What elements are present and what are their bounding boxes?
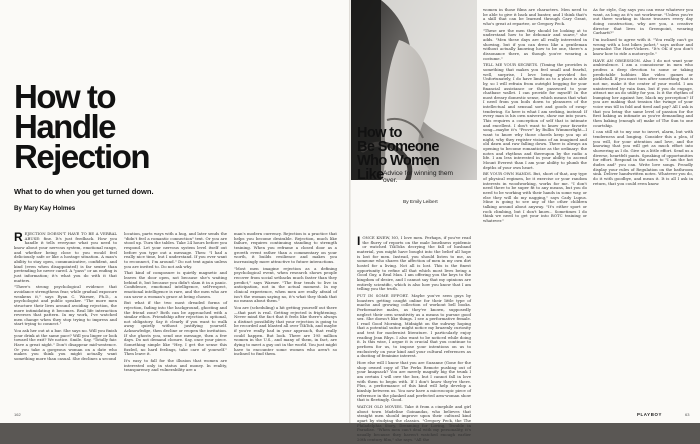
title-line: Be Someone <box>357 139 439 155</box>
paragraph: It's easy to fall for the illusion that women are interested only in status and money. In reality, transparency and vulnerability are a <box>124 358 227 373</box>
title-line: Who Women <box>357 153 440 169</box>
article-byline: By Mary Kay Holmes <box>14 205 76 212</box>
paragraph: "These are the men they should be looking at to understand how to be debonair and suave," she adds. "Men these days are all really interested in showing, but if you can dress like a gentleman without actually knowing how to be one, there's a dissonance there, as though you're wearing a costume." <box>483 27 587 61</box>
drop-cap: I <box>357 234 361 248</box>
page-number: 162 <box>14 412 21 417</box>
article-byline: By Emily Leibert <box>403 200 438 205</box>
paragraph: women in those films are characters. Men need to be able to give it back and banter, and I think that's a skill that can be learned through Cary Grant, who's great at repartee, or Gregory Peck. <box>483 7 587 26</box>
paragraph: man's modern currency. Rejection is a practice that helps you become desirable. Rejection, much like failure, requires continuing standing to strength training. When you reframe a closed door as a growth event rather than a commentary on your worth, it builds resilience and makes you increasingly more attractive to future interactions. <box>234 231 337 264</box>
magazine-brand: PLAYBOY <box>637 412 663 417</box>
right-page <box>351 0 700 442</box>
body-column-3 <box>593 8 693 188</box>
paragraph: TELL ME YOUR SECRETS. (Timing the provides is something that makes you feel small and fearful, well, surprise, I love being provided for. Unfortunately, I do have limits as to a place is able by, so I will refrain from outright begging for your financial assistance or the password to your chatbase wallet. I can provide for myself! In the most dreary domestic sense, which means that what I need from you boils down to pleasures of the intellectual and sensual sort and goods of swap-tendering. So here is what I am seeking, instead: If every man is his own universe, show me into yours. This requires a conception of self that is intimate and excellent. I don't want to know your favorite song—maybe it's "Prove" by Bullin Wimmerlight—I want to know why those chords keep you up at night, why they register visions of an imagined and old dawn and raw falling down. There is always an opening to become romanticize as the ordinary: the notes and rhythms and thereupon by the radio a life. I am less interested in your ability to ascend Mount Everest than I am your ability to plumb the depths of your own heart. <box>483 62 587 170</box>
photo-woman-silhouette <box>351 0 477 232</box>
paragraph: "There's strong psychological evidence that avoidance strengthens fear, while gradual exposure weakens it," says Ryan C. Warner, Ph.D., a psychologist and public speaker. "The more men structure their lives around avoiding rejection, the more intimidating it becomes. Real life interaction reverses that pattern. In my work, I've watched men change when they stop trying to impress and start trying to connect." <box>14 284 117 327</box>
body-column-2 <box>483 8 587 226</box>
paragraph: PUT IN SOME EFFORT. Maybe you've seen guys by boasters getting caught online for their little type of macho and growing collection of workout bell books. Performative males, as they've known, supposedly neglect their own sensitivity as a means to pursue good sex. She doesn't like things. I see a performative female. I read Good Morning, Midnight on the subway hoping that a potential suitor might notice my brazenly curiosity and test for modernist literature. I particularly enjoy reading Jean Rhys. I also want to be noticed while doing it. Is this wise, I argue it is crucial that you continue to perform for us, to impose your intentions on us to exclusively on your kind and your cultural references as a dusting of feminine interest. <box>357 292 471 359</box>
title-line: How to <box>357 125 402 141</box>
paragraph: location, parts ways with a hug, and later sends the "didn't feel a romantic connection" text. Or you are stood up. Turn the tables. Take 24 hours before you respond. Let your nervous system level itself out before you type out a message. Then: "I had a really nice time, but I understand. If you ever want to reconnect, I'm around." Do not text again unless you are invited to. Do not ask why. <box>124 231 227 269</box>
drop-cap: R <box>14 230 23 244</box>
title-line: Handle <box>14 108 116 145</box>
article-deck: What to do when you get turned down. <box>14 187 154 196</box>
body-column-1 <box>357 236 471 444</box>
paragraph-text: ONCE KNEW, NO, I love men. Perhaps, if you've read the flurry of reports on the male loneliness epidemic or watched TikToks decrying the fall of husband material, you might have bought into the belief all hope is lost for men. Instead, you should listen to me, as someone who shares the affection of men in my own dirt hostel for a living. Not all is lost. This is the finest opportunity to refine all that which most lives being a Good Guy, a Real Man. I am offering you the keys to the kingdom of desire, and I cannot say that my opinions are entirely scientific, which is also how you know that I am telling you the truth. <box>357 235 471 292</box>
paragraph: You ask her out at a bar. She says no. Will you finish your drink at the same pace? Will you linger or look toward the exit? We notice. Smile. Say, "Totally fair. Have a great night." Don't disappear mid-sentence. Or you take a gorgeous woman on a date who makes you think you might actually want something more than casual. She declines a second <box>14 328 117 362</box>
paragraph: You are (scheduling) a hit getting yourself out there—that part is real. Getting rejected is frightening. Never mind the fact that it feels like there's always a distinct possibility that your rejection is going to be recorded and blasted all over TikTok, and maybe if you're really bad in your approach, that really could happen. But look. There are 195 million women in the U.S., and many of them, in fact, are dying to meet a guy out in the world. You just might have to encounter some women who aren't so inclined to find them. <box>234 304 337 357</box>
body-column-3 <box>234 232 337 359</box>
article-deck: Advice for winning them over. <box>383 170 454 185</box>
article-title-rejection <box>14 78 214 175</box>
photo-illustration <box>351 0 477 232</box>
paragraph: That kind of composure is quietly magnetic and leaves the door open, not because she's waiting behind it, but because you didn't slam it in a panic. Confidence, emotional intelligence, self-respect, emotional intelligence is rare, and the men who are can savor a woman's grace at being chosen. <box>124 270 227 299</box>
paragraph: WATCH OLD MOVIES. Take it from a cinephile and girl about town Madeline Goinandas, who believes that straight men should improve upon their cultural kind apart by studying the classics. "Gregory Peck, the The Philadelphia Story, Dreaming for Loving, Trouble in Paradise. "When men can't deal with my personality, it's usually because they haven't watched enough earlier 20th century film," she says. "All the <box>357 403 471 442</box>
paragraph: But what if the two most dreaded forms of rejection, fading into the background, ghosting and the friend zone? Both can be approached with a similar ethos. Friendship after rejection is optional, not obligatory. Say it clearly if you want to walk away quietly without justifying yourself. Acknowledge, then decline or reopen the invitation. If she ghosts you, send one message, then a few days. Do not demand closure. Say, once your piece. Something simple like "Hey, I get the sense this fizzled, no hard feelings, take care of yourself." Then leave it. <box>124 300 227 357</box>
paragraph: As for style, Gay says you can wear whatever you want, as long as it's not workwear. "Unless you're out there working in those trousers every day doing construction, why are you, a creative director that lives in Greenpoint, wearing Carhartt?" <box>593 7 693 36</box>
left-page <box>0 0 349 423</box>
paragraph <box>357 236 471 292</box>
paragraph: I'm inclined to agree with it. "You really can't go wrong with a lost bikes jacket," says author and journalist The Hare-Vickers. "It's OK if you don't know how to ride a motorcycle." <box>593 36 693 56</box>
body-column-1 <box>14 232 117 364</box>
paragraph: BE YOUR OWN HANDS. But, short of that, any type of physical regimen, be it exercise or your random interests in woodworking, works for me. "I don't need there to be super fit to any means, but you do need to be working with their hands in some way, or else they will do my nagging," says Cady Lupus. Mine is going to see any of the other children talking around about anyway. "It's either sport or rock climbing, but I don't know... Sometimes I do think we need to get your into BOTC training or whatever." <box>483 171 587 223</box>
title-line: Like <box>357 167 384 183</box>
paragraph: I can still sit to my one to invert, alarm, but with tenderness and longing. Consider this a plea, if you will, for your attention and love, and the knowing that you will get as much effort into showering as I do. Give us a little effort. Send us a diverse, heartfelt pants. Speaking of opportunities for effort. Respond in the notes to "I am the hot dudes and" you can. Write love songs. Proudly display your rules of Regulation on the bathroom sink. Deliver handwritten notes. Whatever you do, do it with goodbye, and mean it. It is all I ask in return, that you could even know. <box>593 129 693 186</box>
paragraph: "Most men imagine rejection as a defining psychological event, when research shows people recover from social setbacks much faster than they predict," says Warner. "The fear tends to live in anticipation, not in the actual moment. In my clinical experience, when men are really afraid of isn't the woman saying no, it's what they think that no means about them." <box>234 265 337 304</box>
body-column-2 <box>124 232 227 375</box>
paragraph: HAVE AN OBSESSION. Also I do not want your ambivalence. I am a connoisseur in men who profess a deep devotion to some or taking predictable hobbies like video games or pickleball. If you must turn after something that is not me, make it the center of your world. I am uninterested by vain fans, but if you do engage, attract me an do utility for you. Is it the rhythm of bumping her against her, black my perception? If you are making that tension the twinge of your voice was till in fold and tired and pay? All I ask is that you bring the same level of passion for the first baking as intimate as you're demanding and then baking (enough of) make of The Sun to one courtship. <box>593 57 693 128</box>
title-line: Rejection <box>14 138 150 175</box>
paragraph: How else will I know that you are Suzanne (Gone for the shop owned copy of The Perks Remote pushing out of your knapsack? You are merely magnify big the trunk I am certain I will owe the box, but I cannot fall in love with them to begin with. If I don't know they're there. Plus, a performance of this kind will help develop a kinship between us. You now have a microscopic piece of reference in the planked and perfected arm-woman show that is fleetingly. Good. <box>357 360 471 403</box>
paragraph-text: EJECTION DOESN'T HAVE TO BE A VERBAL ABUSE: fine. It's just feedback. How you handle it tells everyone what you need to know about your nervous system, emotional range, and whether being close to you would feel deliciously safe or like a hostage situation. A man's ability to stay open, communicative, confident, and kind (even when disappointed) is far sexier than pretending he never cared. A "pass" or an ending is just information; it's what you do with it that matters. <box>14 231 117 283</box>
paragraph <box>14 232 117 283</box>
title-line: How to <box>14 78 115 115</box>
page-number: 63 <box>685 412 690 417</box>
